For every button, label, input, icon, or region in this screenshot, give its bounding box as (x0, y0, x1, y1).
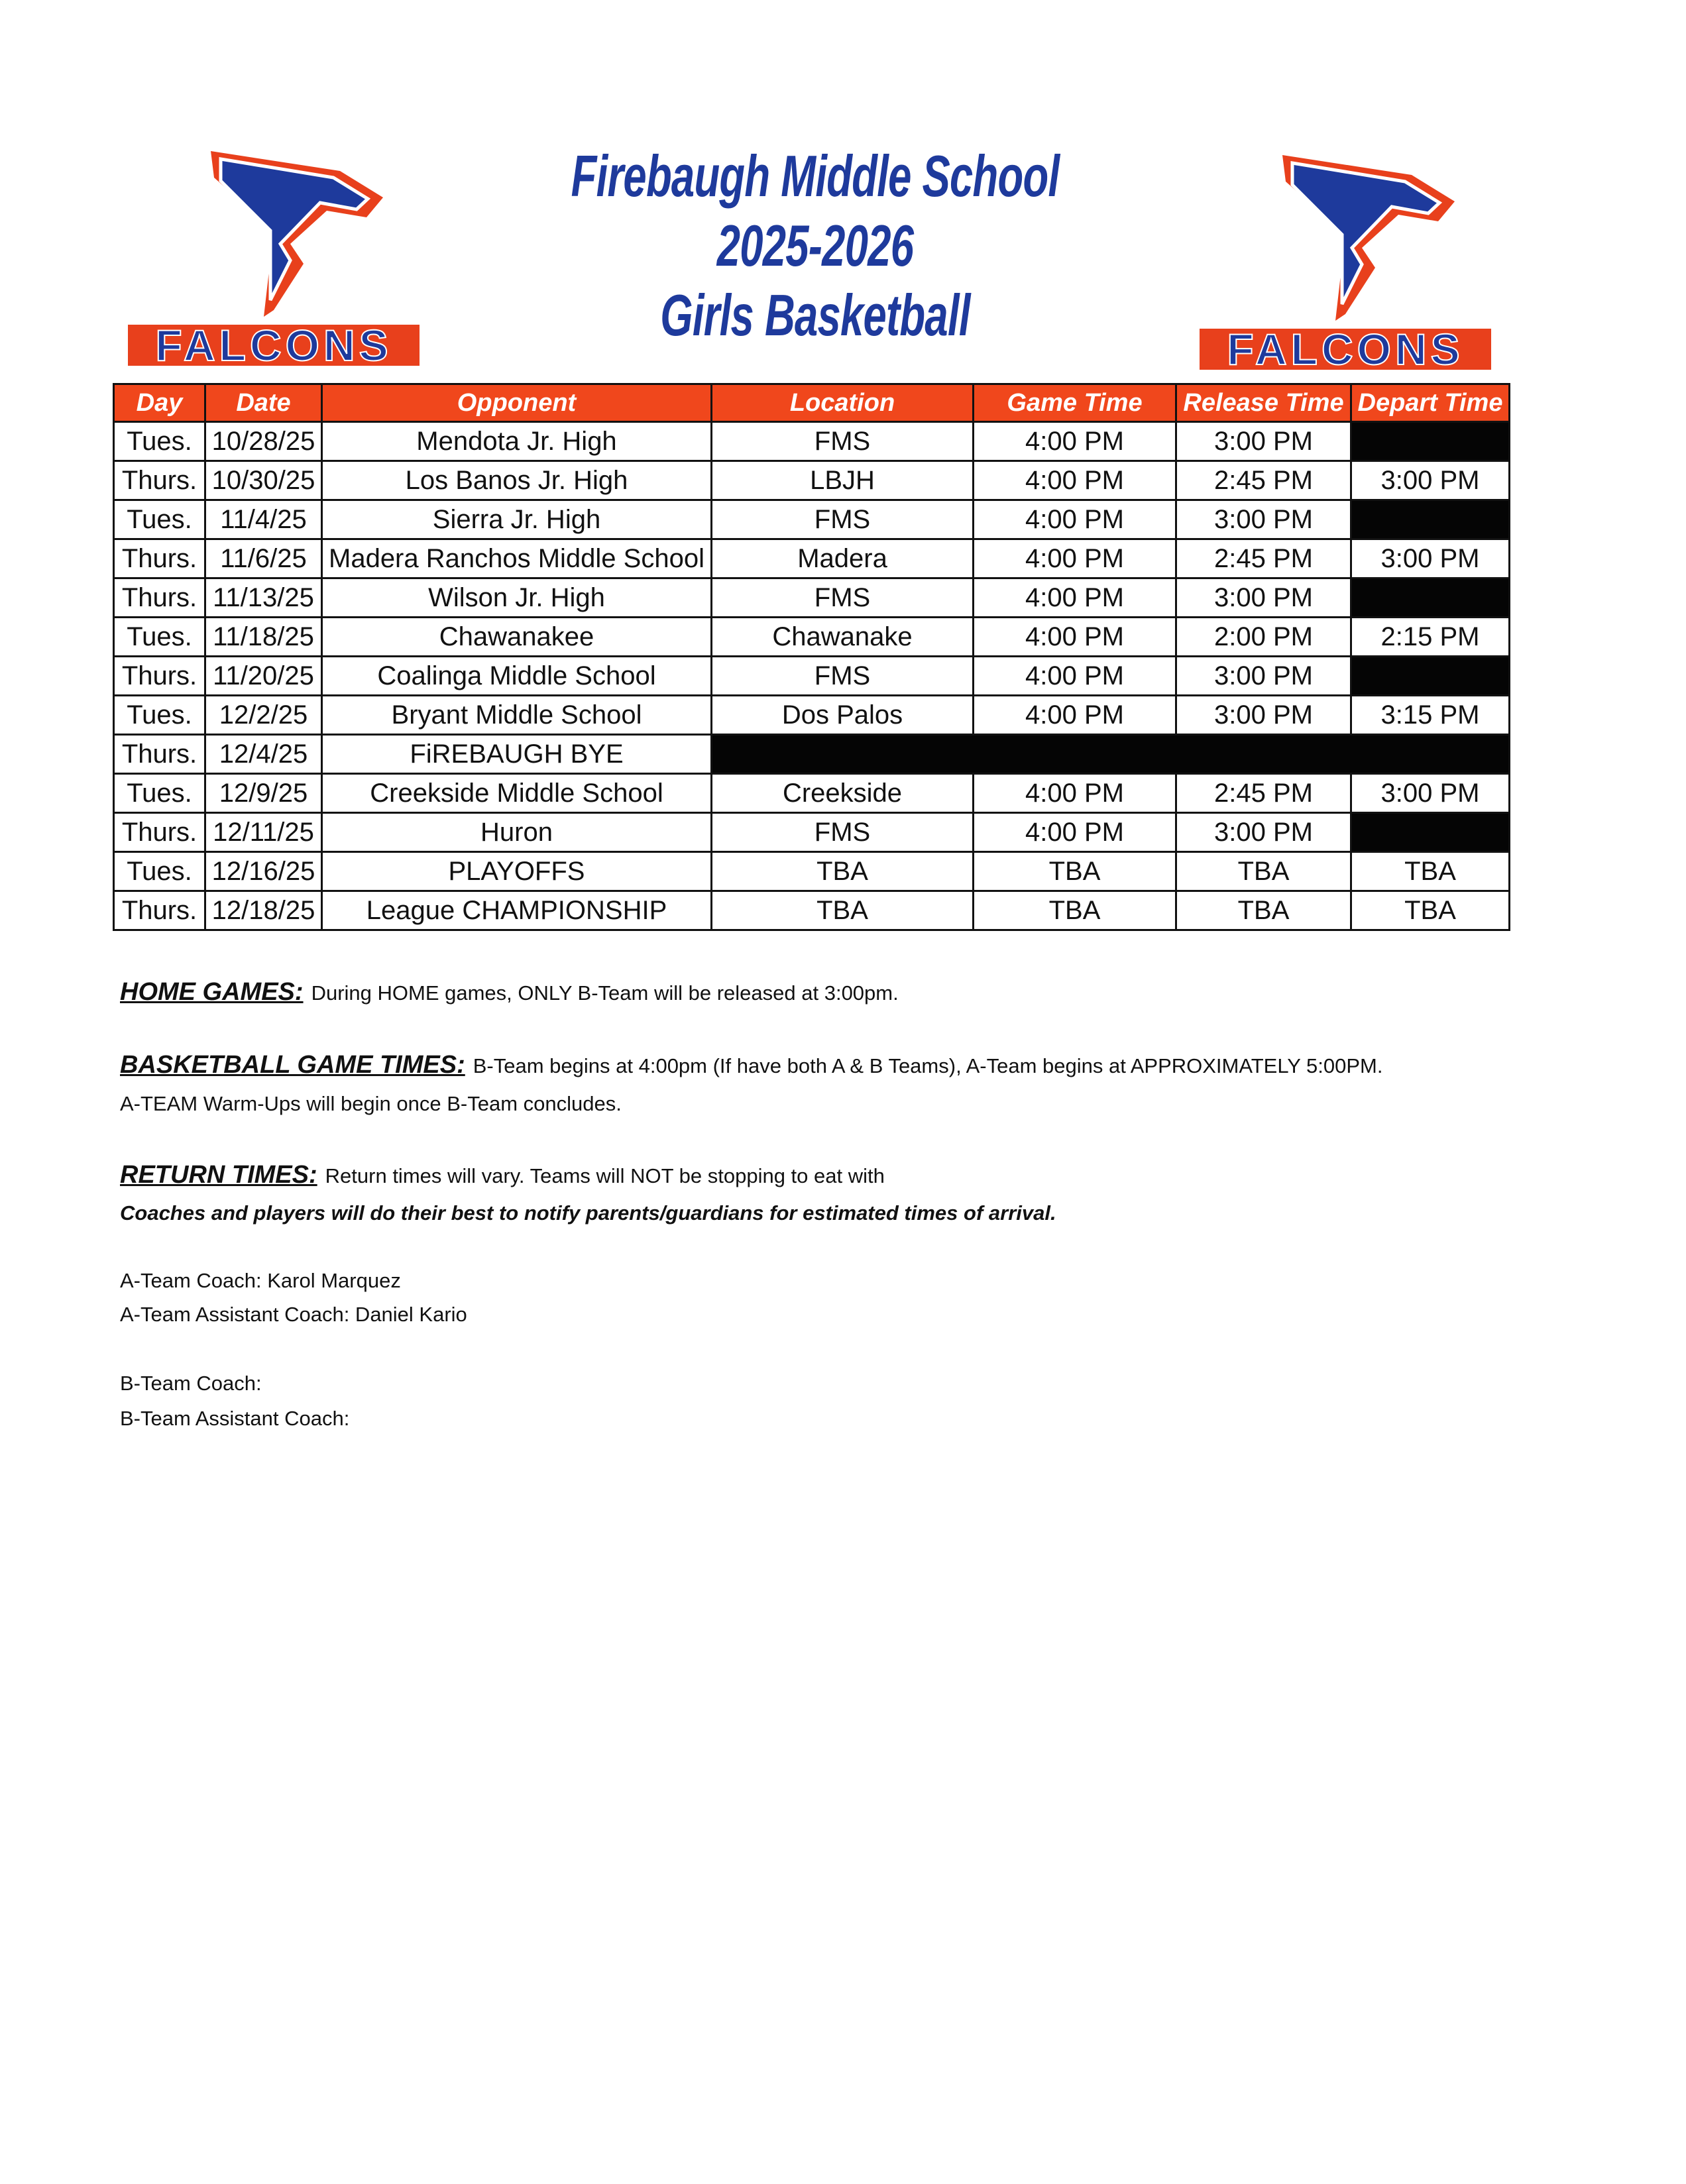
a-team-coach: A-Team Coach: Karol Marquez (120, 1269, 401, 1292)
cell-opponent: League CHAMPIONSHIP (322, 891, 712, 930)
cell-day: Tues. (114, 774, 205, 813)
cell-opponent: Chawanakee (322, 618, 712, 657)
cell-depart (1351, 813, 1510, 852)
column-header: Date (205, 384, 322, 422)
cell-game: 4:00 PM (974, 422, 1176, 461)
cell-date: 10/28/25 (205, 422, 322, 461)
column-header: Depart Time (1351, 384, 1510, 422)
cell-depart: TBA (1351, 891, 1510, 930)
table-row (114, 500, 1510, 539)
cell-date: 12/2/25 (205, 696, 322, 735)
cell-release: 3:00 PM (1176, 696, 1351, 735)
svg-text:FALCONS: FALCONS (155, 321, 392, 370)
table-row (114, 852, 1510, 891)
cell-release: TBA (1176, 891, 1351, 930)
table-row (114, 696, 1510, 735)
a-team-assistant-coach: A-Team Assistant Coach: Daniel Kario (120, 1303, 467, 1326)
cell-location: FMS (712, 422, 974, 461)
schedule-table (113, 383, 1510, 931)
cell-opponent: Creekside Middle School (322, 774, 712, 813)
table-row (114, 657, 1510, 696)
cell-location: TBA (712, 852, 974, 891)
table-row (114, 735, 1510, 774)
cell-release: 3:00 PM (1176, 578, 1351, 618)
table-row (114, 578, 1510, 618)
column-header: Location (712, 384, 974, 422)
table-row (114, 774, 1510, 813)
table-row (114, 891, 1510, 930)
cell-game: 4:00 PM (974, 539, 1176, 578)
cell-day: Tues. (114, 852, 205, 891)
cell-day: Thurs. (114, 891, 205, 930)
cell-release: 3:00 PM (1176, 657, 1351, 696)
cell-date: 12/18/25 (205, 891, 322, 930)
cell-depart: 3:00 PM (1351, 774, 1510, 813)
cell-date: 11/4/25 (205, 500, 322, 539)
cell-opponent: Los Banos Jr. High (322, 461, 712, 500)
cell-release: 2:00 PM (1176, 618, 1351, 657)
cell-day: Thurs. (114, 461, 205, 500)
cell-release: 2:45 PM (1176, 461, 1351, 500)
game-times-label: BASKETBALL GAME TIMES: (120, 1051, 465, 1079)
warmups-note: A-TEAM Warm-Ups will begin once B-Team concludes. (120, 1092, 622, 1115)
home-games-text: During HOME games, ONLY B-Team will be released at 3:00pm. (311, 981, 899, 1005)
cell-date: 12/9/25 (205, 774, 322, 813)
column-header: Day (114, 384, 205, 422)
cell-opponent: Coalinga Middle School (322, 657, 712, 696)
column-header: Release Time (1176, 384, 1351, 422)
cell-location: FMS (712, 813, 974, 852)
sport-title: Girls Basketball (660, 282, 970, 348)
cell-depart (1351, 500, 1510, 539)
cell-day: Tues. (114, 500, 205, 539)
cell-depart: TBA (1351, 852, 1510, 891)
home-games-label: HOME GAMES: (120, 978, 304, 1006)
cell-opponent: Bryant Middle School (322, 696, 712, 735)
cell-game: 4:00 PM (974, 618, 1176, 657)
game-times-text: B-Team begins at 4:00pm (If have both A & B Teams), A-Team begins at APPROXIMATELY 5:00PM. (473, 1054, 1383, 1077)
b-team-coach: B-Team Coach: (120, 1372, 262, 1395)
return-times-text: Return times will vary. Teams will NOT be stopping to eat with (325, 1164, 885, 1187)
cell-opponent: Mendota Jr. High (322, 422, 712, 461)
cell-date: 11/13/25 (205, 578, 322, 618)
cell-depart (1351, 657, 1510, 696)
cell-opponent: FiREBAUGH BYE (322, 735, 712, 774)
cell-opponent: Sierra Jr. High (322, 500, 712, 539)
return-times-note (120, 1161, 885, 1189)
cell-location: Madera (712, 539, 974, 578)
cell-day: Thurs. (114, 735, 205, 774)
cell-day: Thurs. (114, 578, 205, 618)
table-row (114, 813, 1510, 852)
cell-date: 11/20/25 (205, 657, 322, 696)
cell-game: 4:00 PM (974, 774, 1176, 813)
cell-release: 3:00 PM (1176, 500, 1351, 539)
cell-location: FMS (712, 657, 974, 696)
cell-location: FMS (712, 500, 974, 539)
column-header: Game Time (974, 384, 1176, 422)
cell-location: Chawanake (712, 618, 974, 657)
cell-opponent: PLAYOFFS (322, 852, 712, 891)
table-row (114, 422, 1510, 461)
cell-opponent: Madera Ranchos Middle School (322, 539, 712, 578)
cell-game: TBA (974, 852, 1176, 891)
cell-date: 10/30/25 (205, 461, 322, 500)
table-row (114, 618, 1510, 657)
cell-game: TBA (974, 891, 1176, 930)
cell-date: 12/11/25 (205, 813, 322, 852)
cell-date: 11/18/25 (205, 618, 322, 657)
cell-game: 4:00 PM (974, 461, 1176, 500)
cell-day: Thurs. (114, 813, 205, 852)
cell-depart: 2:15 PM (1351, 618, 1510, 657)
cell-location: Creekside (712, 774, 974, 813)
svg-text:FALCONS: FALCONS (1227, 325, 1464, 374)
return-times-label: RETURN TIMES: (120, 1161, 317, 1189)
cell-day: Tues. (114, 618, 205, 657)
cell-release: 3:00 PM (1176, 422, 1351, 461)
cell-day: Tues. (114, 696, 205, 735)
cell-release: TBA (1176, 852, 1351, 891)
game-times-note (120, 1051, 1382, 1079)
cell-game: 4:00 PM (974, 578, 1176, 618)
cell-release: 2:45 PM (1176, 539, 1351, 578)
cell-depart (1351, 422, 1510, 461)
table-row (114, 461, 1510, 500)
cell-game: 4:00 PM (974, 696, 1176, 735)
cell-opponent: Wilson Jr. High (322, 578, 712, 618)
season-title: 2025-2026 (716, 213, 914, 278)
cell-depart: 3:00 PM (1351, 539, 1510, 578)
cell-date: 11/6/25 (205, 539, 322, 578)
cell-game: 4:00 PM (974, 500, 1176, 539)
cell-day: Tues. (114, 422, 205, 461)
cell-game: 4:00 PM (974, 657, 1176, 696)
cell-game: 4:00 PM (974, 813, 1176, 852)
cell-depart (1351, 578, 1510, 618)
cell-location: TBA (712, 891, 974, 930)
home-games-note (120, 978, 899, 1007)
cell-location: LBJH (712, 461, 974, 500)
cell-day: Thurs. (114, 657, 205, 696)
column-header: Opponent (322, 384, 712, 422)
cell-day: Thurs. (114, 539, 205, 578)
cell-location: Dos Palos (712, 696, 974, 735)
cell-opponent: Huron (322, 813, 712, 852)
arrival-note: Coaches and players will do their best to notify parents/guardians for estimated times of arrival. (120, 1201, 1056, 1225)
cell-depart: 3:15 PM (1351, 696, 1510, 735)
cell-depart: 3:00 PM (1351, 461, 1510, 500)
b-team-assistant-coach: B-Team Assistant Coach: (120, 1407, 350, 1430)
cell-release: 3:00 PM (1176, 813, 1351, 852)
cell-location: FMS (712, 578, 974, 618)
bye-blank (712, 735, 1510, 774)
cell-date: 12/16/25 (205, 852, 322, 891)
cell-release: 2:45 PM (1176, 774, 1351, 813)
school-title: Firebaugh Middle School (571, 143, 1060, 209)
cell-date: 12/4/25 (205, 735, 322, 774)
table-row (114, 539, 1510, 578)
